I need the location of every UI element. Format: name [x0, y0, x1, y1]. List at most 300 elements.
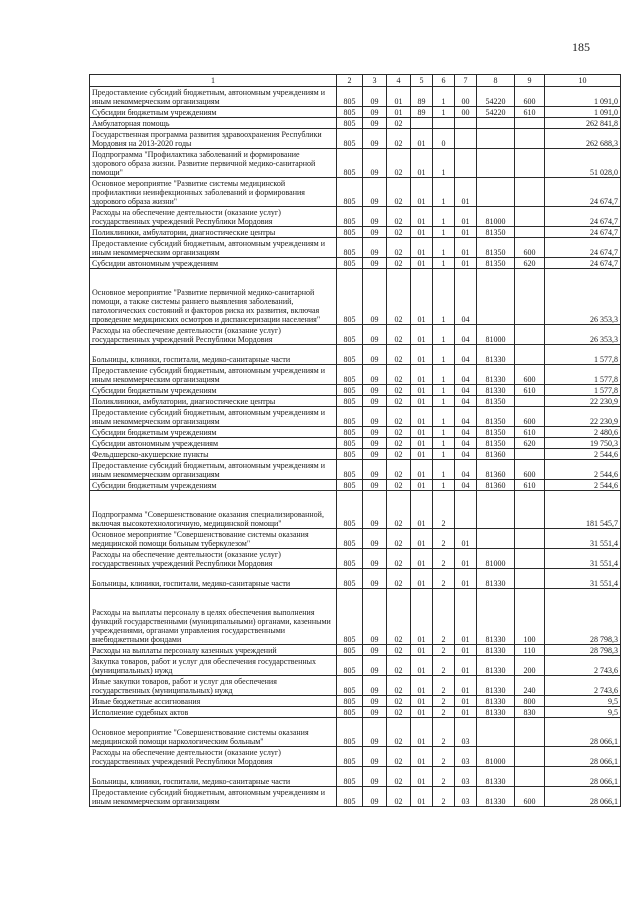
col-3-code: 09: [363, 325, 387, 345]
col-8-code: 81350: [477, 396, 515, 407]
col-9-code: [515, 569, 545, 589]
col-4-code: 02: [387, 787, 411, 807]
col-9-code: [515, 129, 545, 149]
table-row: [90, 365, 621, 385]
col-9-code: [515, 325, 545, 345]
col-5-code: 01: [411, 529, 433, 549]
table-row: [90, 269, 621, 325]
amount-cell: 2 743,6: [545, 656, 621, 676]
col-2-code: 805: [337, 238, 363, 258]
col-9-code: 600: [515, 407, 545, 427]
col-4-code: 02: [387, 767, 411, 787]
col-7-code: 00: [455, 107, 477, 118]
col-2-code: 805: [337, 407, 363, 427]
col-9-code: [515, 449, 545, 460]
amount-cell: 9,5: [545, 696, 621, 707]
row-name: Предоставление субсидий бюджетным, автономным учреждениям и иным некоммерческим организациям: [90, 460, 337, 480]
col-8-code: 81330: [477, 385, 515, 396]
amount-cell: 26 353,3: [545, 325, 621, 345]
row-name: Субсидии бюджетным учреждениям: [90, 480, 337, 491]
col-8-code: 81350: [477, 227, 515, 238]
col-6-code: 2: [433, 656, 455, 676]
col-2-code: 805: [337, 227, 363, 238]
col-3-code: 09: [363, 438, 387, 449]
col-8-code: 54220: [477, 107, 515, 118]
col-8-code: 81000: [477, 747, 515, 767]
col-9-code: [515, 207, 545, 227]
col-9-code: 600: [515, 365, 545, 385]
col-9-code: [515, 178, 545, 207]
col-4-code: 02: [387, 718, 411, 747]
table-row: [90, 207, 621, 227]
row-name: Предоставление субсидий бюджетным, автономным учреждениям и иным некоммерческим организациям: [90, 365, 337, 385]
header-cell: 10: [545, 75, 621, 87]
col-6-code: 1: [433, 460, 455, 480]
table-row: [90, 460, 621, 480]
col-4-code: 02: [387, 569, 411, 589]
col-4-code: 02: [387, 385, 411, 396]
col-7-code: 04: [455, 396, 477, 407]
col-6-code: 2: [433, 529, 455, 549]
col-4-code: 02: [387, 149, 411, 178]
amount-cell: 26 353,3: [545, 269, 621, 325]
col-4-code: 02: [387, 449, 411, 460]
col-7-code: [455, 129, 477, 149]
row-name: Основное мероприятие "Развитие системы медицинской профилактики неинфекционных заболеваний и формирования здорового образа жизни": [90, 178, 337, 207]
col-3-code: 09: [363, 480, 387, 491]
col-3-code: 09: [363, 269, 387, 325]
col-2-code: 805: [337, 589, 363, 645]
col-4-code: 02: [387, 396, 411, 407]
table-row: [90, 258, 621, 269]
col-5-code: 01: [411, 227, 433, 238]
col-2-code: 805: [337, 345, 363, 365]
col-7-code: [455, 149, 477, 178]
col-4-code: 02: [387, 258, 411, 269]
col-3-code: 09: [363, 589, 387, 645]
col-2-code: 805: [337, 396, 363, 407]
col-5-code: 01: [411, 676, 433, 696]
col-7-code: [455, 118, 477, 129]
col-4-code: 02: [387, 207, 411, 227]
row-name: Субсидии бюджетным учреждениям: [90, 427, 337, 438]
col-9-code: [515, 227, 545, 238]
col-7-code: 04: [455, 480, 477, 491]
col-7-code: 01: [455, 676, 477, 696]
col-2-code: 805: [337, 449, 363, 460]
amount-cell: 2 743,6: [545, 676, 621, 696]
col-5-code: 01: [411, 747, 433, 767]
amount-cell: 28 066,1: [545, 718, 621, 747]
col-6-code: 1: [433, 178, 455, 207]
col-7-code: 01: [455, 696, 477, 707]
col-2-code: 805: [337, 707, 363, 718]
col-4-code: 02: [387, 438, 411, 449]
col-3-code: 09: [363, 449, 387, 460]
col-8-code: [477, 149, 515, 178]
col-5-code: 89: [411, 107, 433, 118]
col-2-code: 805: [337, 696, 363, 707]
col-4-code: 02: [387, 129, 411, 149]
col-6-code: 1: [433, 325, 455, 345]
col-7-code: 04: [455, 269, 477, 325]
col-6-code: 2: [433, 787, 455, 807]
table-row: [90, 345, 621, 365]
amount-cell: 22 230,9: [545, 396, 621, 407]
row-name: Предоставление субсидий бюджетным, автономным учреждениям и иным некоммерческим организациям: [90, 87, 337, 107]
col-2-code: 805: [337, 129, 363, 149]
col-6-code: 1: [433, 365, 455, 385]
amount-cell: 262 688,3: [545, 129, 621, 149]
table-row: [90, 87, 621, 107]
amount-cell: 181 545,7: [545, 491, 621, 529]
table-row: [90, 118, 621, 129]
col-3-code: 09: [363, 645, 387, 656]
amount-cell: 22 230,9: [545, 407, 621, 427]
col-2-code: 805: [337, 269, 363, 325]
col-8-code: 81350: [477, 407, 515, 427]
col-2-code: 805: [337, 365, 363, 385]
col-4-code: 02: [387, 480, 411, 491]
amount-cell: 28 798,3: [545, 589, 621, 645]
col-8-code: 81330: [477, 365, 515, 385]
col-5-code: 01: [411, 491, 433, 529]
table-row: [90, 427, 621, 438]
col-4-code: 02: [387, 227, 411, 238]
col-7-code: 04: [455, 407, 477, 427]
col-7-code: 01: [455, 707, 477, 718]
col-9-code: 610: [515, 480, 545, 491]
amount-cell: 24 674,7: [545, 207, 621, 227]
col-3-code: 09: [363, 396, 387, 407]
row-name: Основное мероприятие "Развитие первичной медико-санитарной помощи, а также системы раннего выявления заболеваний, патологических состояний и факторов риска их развития, включая проведение медицинских осмотров и диспансеризации населения": [90, 269, 337, 325]
header-cell: 7: [455, 75, 477, 87]
col-8-code: [477, 178, 515, 207]
col-9-code: 610: [515, 427, 545, 438]
table-row: [90, 480, 621, 491]
col-3-code: 09: [363, 569, 387, 589]
col-9-code: 610: [515, 107, 545, 118]
table-row: [90, 787, 621, 807]
col-2-code: 805: [337, 178, 363, 207]
col-8-code: 81330: [477, 589, 515, 645]
col-6-code: 2: [433, 569, 455, 589]
col-7-code: 04: [455, 325, 477, 345]
table-row: [90, 385, 621, 396]
table-row: [90, 718, 621, 747]
col-5-code: 01: [411, 258, 433, 269]
row-name: Расходы на обеспечение деятельности (оказание услуг) государственных учреждений Республики Мордовия: [90, 325, 337, 345]
table-row: [90, 129, 621, 149]
col-3-code: 09: [363, 149, 387, 178]
col-4-code: 01: [387, 87, 411, 107]
amount-cell: 19 750,3: [545, 438, 621, 449]
col-6-code: 2: [433, 718, 455, 747]
col-9-code: 600: [515, 460, 545, 480]
row-name: Больницы, клиники, госпитали, медико-санитарные части: [90, 569, 337, 589]
row-name: Расходы на обеспечение деятельности (оказание услуг) государственных учреждений Республики Мордовия: [90, 207, 337, 227]
row-name: Исполнение судебных актов: [90, 707, 337, 718]
col-4-code: 02: [387, 676, 411, 696]
amount-cell: 28 066,1: [545, 767, 621, 787]
col-7-code: 03: [455, 767, 477, 787]
col-7-code: 04: [455, 385, 477, 396]
col-9-code: 200: [515, 656, 545, 676]
col-9-code: [515, 269, 545, 325]
col-3-code: 09: [363, 676, 387, 696]
row-name: Расходы на обеспечение деятельности (оказание услуг) государственных учреждений Республики Мордовия: [90, 549, 337, 569]
table-row: [90, 676, 621, 696]
col-6-code: 1: [433, 396, 455, 407]
amount-cell: 31 551,4: [545, 569, 621, 589]
amount-cell: 28 066,1: [545, 747, 621, 767]
col-3-code: 09: [363, 529, 387, 549]
col-3-code: 09: [363, 787, 387, 807]
table-row: [90, 747, 621, 767]
col-2-code: 805: [337, 480, 363, 491]
table-row: [90, 227, 621, 238]
col-9-code: 620: [515, 258, 545, 269]
col-8-code: 81000: [477, 549, 515, 569]
row-name: Субсидии автономным учреждениям: [90, 258, 337, 269]
col-4-code: 02: [387, 645, 411, 656]
col-6-code: 1: [433, 438, 455, 449]
col-8-code: 81330: [477, 787, 515, 807]
col-7-code: 01: [455, 178, 477, 207]
col-8-code: [477, 529, 515, 549]
col-8-code: [477, 129, 515, 149]
col-6-code: 2: [433, 747, 455, 767]
amount-cell: 1 577,8: [545, 345, 621, 365]
col-5-code: 01: [411, 656, 433, 676]
col-2-code: 805: [337, 325, 363, 345]
col-9-code: 110: [515, 645, 545, 656]
amount-cell: 31 551,4: [545, 529, 621, 549]
col-8-code: 81000: [477, 325, 515, 345]
col-3-code: 09: [363, 238, 387, 258]
col-9-code: [515, 718, 545, 747]
col-6-code: 1: [433, 407, 455, 427]
col-8-code: 81330: [477, 645, 515, 656]
col-6-code: 2: [433, 767, 455, 787]
col-2-code: 805: [337, 529, 363, 549]
col-7-code: 04: [455, 449, 477, 460]
col-7-code: 04: [455, 427, 477, 438]
col-6-code: 1: [433, 385, 455, 396]
col-8-code: 81330: [477, 345, 515, 365]
col-5-code: 01: [411, 345, 433, 365]
col-8-code: 81330: [477, 569, 515, 589]
col-3-code: 09: [363, 178, 387, 207]
col-4-code: 02: [387, 491, 411, 529]
col-3-code: 09: [363, 365, 387, 385]
col-6-code: 2: [433, 645, 455, 656]
col-4-code: 02: [387, 549, 411, 569]
row-name: Больницы, клиники, госпитали, медико-санитарные части: [90, 345, 337, 365]
row-name: Иные закупки товаров, работ и услуг для обеспечения государственных (муниципальных) нужд: [90, 676, 337, 696]
amount-cell: 1 577,8: [545, 365, 621, 385]
col-6-code: 1: [433, 480, 455, 491]
col-7-code: 01: [455, 258, 477, 269]
col-6-code: [433, 118, 455, 129]
col-5-code: 01: [411, 325, 433, 345]
col-6-code: 1: [433, 207, 455, 227]
col-8-code: [477, 118, 515, 129]
row-name: Закупка товаров, работ и услуг для обеспечения государственных (муниципальных) нужд: [90, 656, 337, 676]
col-5-code: 01: [411, 207, 433, 227]
col-6-code: 2: [433, 589, 455, 645]
amount-cell: 1 091,0: [545, 107, 621, 118]
col-3-code: 09: [363, 747, 387, 767]
amount-cell: 9,5: [545, 707, 621, 718]
amount-cell: 24 674,7: [545, 258, 621, 269]
header-cell: 1: [90, 75, 337, 87]
col-9-code: [515, 767, 545, 787]
table-row: [90, 707, 621, 718]
col-6-code: 1: [433, 269, 455, 325]
col-2-code: 805: [337, 427, 363, 438]
col-7-code: 01: [455, 589, 477, 645]
table-row: [90, 529, 621, 549]
col-3-code: 09: [363, 427, 387, 438]
col-6-code: 0: [433, 129, 455, 149]
row-name: Государственная программа развития здравоохранения Республики Мордовия на 2013-2020 годы: [90, 129, 337, 149]
row-name: Расходы на обеспечение деятельности (оказание услуг) государственных учреждений Республики Мордовия: [90, 747, 337, 767]
table-row: [90, 238, 621, 258]
col-3-code: 09: [363, 258, 387, 269]
row-name: Поликлиники, амбулатории, диагностические центры: [90, 227, 337, 238]
col-9-code: 620: [515, 438, 545, 449]
amount-cell: 2 544,6: [545, 480, 621, 491]
table-row: [90, 767, 621, 787]
col-5-code: 01: [411, 569, 433, 589]
header-cell: 5: [411, 75, 433, 87]
col-2-code: 805: [337, 718, 363, 747]
col-2-code: 805: [337, 207, 363, 227]
row-name: Субсидии автономным учреждениям: [90, 438, 337, 449]
col-6-code: 1: [433, 258, 455, 269]
col-9-code: 600: [515, 238, 545, 258]
col-9-code: [515, 345, 545, 365]
col-8-code: 81360: [477, 460, 515, 480]
col-7-code: 01: [455, 645, 477, 656]
col-4-code: 02: [387, 238, 411, 258]
col-4-code: 02: [387, 269, 411, 325]
col-5-code: [411, 118, 433, 129]
col-4-code: 02: [387, 325, 411, 345]
col-8-code: 81350: [477, 238, 515, 258]
col-5-code: 01: [411, 645, 433, 656]
header-cell: 4: [387, 75, 411, 87]
col-3-code: 09: [363, 491, 387, 529]
row-name: Предоставление субсидий бюджетным, автономным учреждениям и иным некоммерческим организациям: [90, 238, 337, 258]
table-row: [90, 549, 621, 569]
col-5-code: 01: [411, 149, 433, 178]
col-9-code: [515, 747, 545, 767]
col-5-code: 01: [411, 238, 433, 258]
col-3-code: 09: [363, 345, 387, 365]
col-6-code: 1: [433, 427, 455, 438]
col-9-code: 100: [515, 589, 545, 645]
col-8-code: 81330: [477, 696, 515, 707]
table-row: [90, 438, 621, 449]
col-4-code: 02: [387, 365, 411, 385]
col-9-code: 830: [515, 707, 545, 718]
col-4-code: 02: [387, 460, 411, 480]
col-2-code: 805: [337, 549, 363, 569]
col-8-code: 81330: [477, 676, 515, 696]
table-row: [90, 178, 621, 207]
col-2-code: 805: [337, 438, 363, 449]
col-6-code: 1: [433, 107, 455, 118]
col-8-code: 54220: [477, 87, 515, 107]
col-9-code: [515, 491, 545, 529]
col-2-code: 805: [337, 569, 363, 589]
col-9-code: [515, 149, 545, 178]
col-3-code: 09: [363, 87, 387, 107]
col-2-code: 805: [337, 645, 363, 656]
col-3-code: 09: [363, 656, 387, 676]
amount-cell: 1 577,8: [545, 385, 621, 396]
page-number: 185: [572, 40, 590, 54]
col-5-code: 89: [411, 87, 433, 107]
amount-cell: 2 544,6: [545, 460, 621, 480]
col-6-code: 2: [433, 696, 455, 707]
col-7-code: 03: [455, 718, 477, 747]
col-6-code: 1: [433, 149, 455, 178]
col-5-code: 01: [411, 365, 433, 385]
col-3-code: 09: [363, 207, 387, 227]
col-9-code: 600: [515, 87, 545, 107]
header-cell: 9: [515, 75, 545, 87]
budget-table: [89, 74, 621, 807]
col-7-code: 00: [455, 87, 477, 107]
row-name: Подпрограмма "Совершенствование оказания специализированной, включая высокотехнологичную, медицинской помощи": [90, 491, 337, 529]
col-3-code: 09: [363, 407, 387, 427]
table-row: [90, 449, 621, 460]
col-5-code: 01: [411, 385, 433, 396]
col-7-code: 01: [455, 549, 477, 569]
col-3-code: 09: [363, 460, 387, 480]
col-7-code: 04: [455, 365, 477, 385]
col-3-code: 09: [363, 385, 387, 396]
col-3-code: 09: [363, 707, 387, 718]
col-4-code: 02: [387, 696, 411, 707]
col-7-code: 04: [455, 438, 477, 449]
col-6-code: 1: [433, 238, 455, 258]
table-row: [90, 325, 621, 345]
amount-cell: 2 544,6: [545, 449, 621, 460]
header-cell: 2: [337, 75, 363, 87]
col-2-code: 805: [337, 491, 363, 529]
col-8-code: [477, 269, 515, 325]
table-row: [90, 396, 621, 407]
col-9-code: [515, 549, 545, 569]
row-name: Расходы на выплаты персоналу в целях обеспечения выполнения функций государственными (муниципальными) органами, казенными учреждениями, органами управления государственными внебюджетными фондами: [90, 589, 337, 645]
table-row: [90, 569, 621, 589]
col-5-code: 01: [411, 480, 433, 491]
col-9-code: 610: [515, 385, 545, 396]
col-8-code: 81360: [477, 480, 515, 491]
col-6-code: 2: [433, 707, 455, 718]
col-9-code: [515, 396, 545, 407]
col-4-code: 02: [387, 345, 411, 365]
col-5-code: 01: [411, 427, 433, 438]
table-row: [90, 407, 621, 427]
col-2-code: 805: [337, 385, 363, 396]
col-8-code: 81360: [477, 449, 515, 460]
col-8-code: 81330: [477, 656, 515, 676]
